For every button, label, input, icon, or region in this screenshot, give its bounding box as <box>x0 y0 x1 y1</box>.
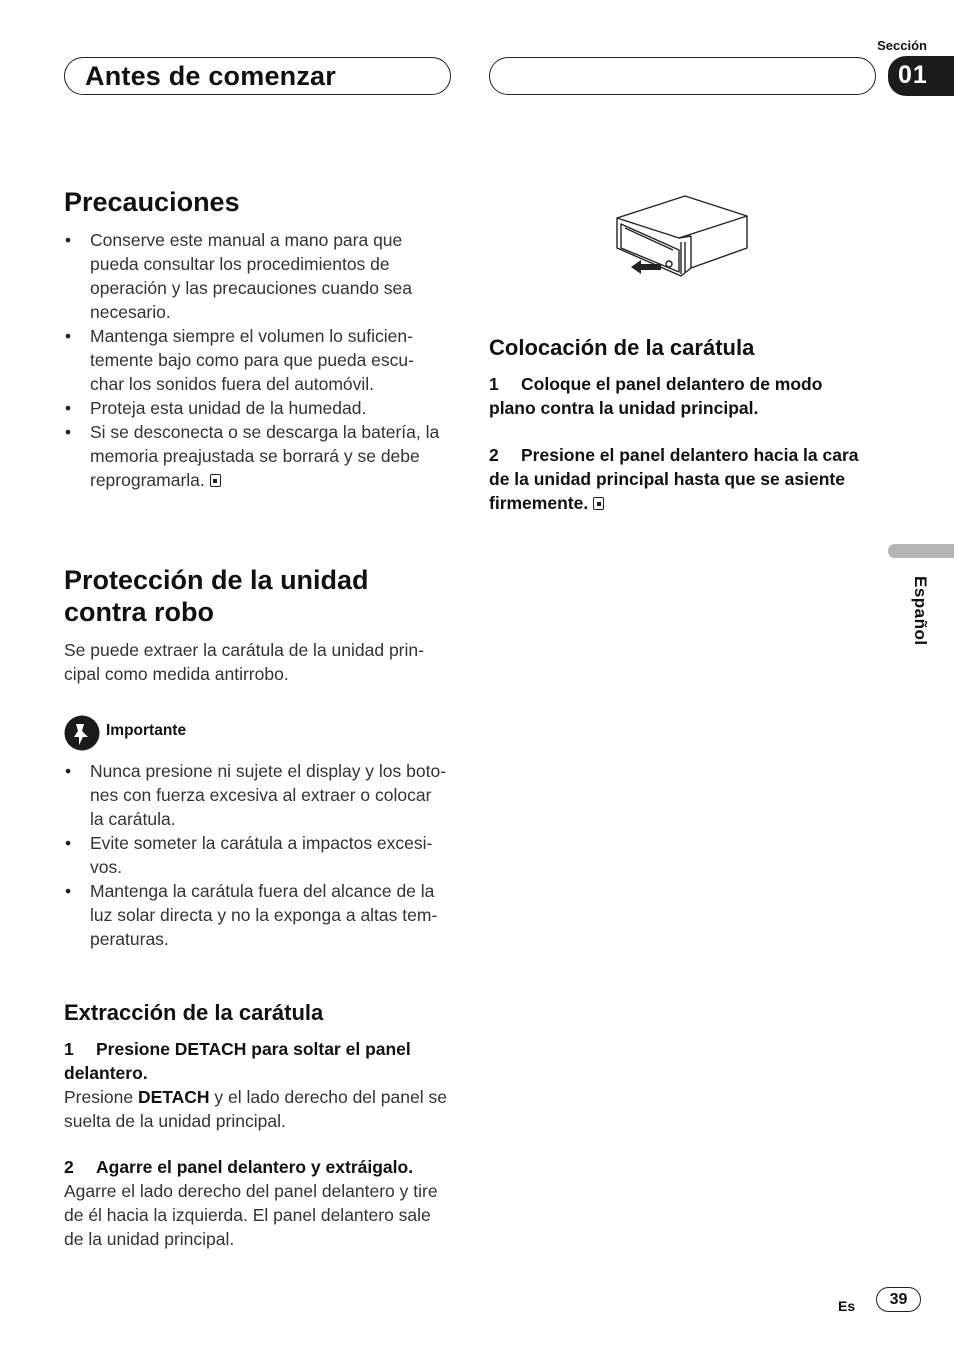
step-number: 2 <box>64 1157 74 1177</box>
chapter-title-pill <box>64 57 451 95</box>
precauciones-list <box>64 228 448 492</box>
right-column <box>489 334 859 515</box>
extraccion-step-1-text <box>64 1085 448 1133</box>
colocacion-step-2-title <box>489 443 859 515</box>
extraccion-step-2-title <box>64 1155 448 1179</box>
proteccion-heading: Protección de la unidad contra robo <box>64 565 369 627</box>
language-code: Es <box>838 1298 856 1314</box>
important-label: Importante <box>106 722 187 739</box>
list-item: • Mantenga la carátula fuera del alcance de la luz solar directa y no la exponga a altas tem- peraturas. <box>64 879 448 951</box>
precauciones-heading: Precauciones <box>64 187 240 217</box>
step-number: 1 <box>489 374 499 394</box>
step-number: 2 <box>489 445 499 465</box>
head-unit-illustration <box>611 192 753 282</box>
important-list <box>64 759 448 951</box>
end-of-section-icon <box>593 497 604 510</box>
end-of-section-icon <box>210 474 221 487</box>
extraccion-step-2-text: Agarre el lado derecho del panel delantero y tire de él hacia la izquierda. El panel delantero sale de la unidad principal. <box>64 1181 438 1249</box>
list-item: • Nunca presione ni sujete el display y los boto- nes con fuerza excesiva al extraer o colocar la carátula. <box>64 759 448 831</box>
language-label: Español <box>911 576 930 646</box>
extraccion-heading: Extracción de la carátula <box>64 1000 324 1025</box>
list-item <box>64 420 448 492</box>
important-note <box>64 715 448 751</box>
left-column <box>64 186 448 1251</box>
important-icon <box>64 715 100 751</box>
step-title-text: Coloque el panel delantero de modo plano contra la unidad principal. <box>489 374 823 418</box>
list-item: • Evite someter la carátula a impactos excesi- vos. <box>64 831 448 879</box>
proteccion-intro: Se puede extraer la carátula de la unidad prin- cipal como medida antirrobo. <box>64 640 424 684</box>
step-number: 1 <box>64 1039 74 1059</box>
detach-key-label: DETACH <box>137 1087 210 1107</box>
section-label: Sección <box>877 38 927 53</box>
section-tab <box>888 56 954 96</box>
section-number: 01 <box>898 61 928 89</box>
list-item-text: Si se desconecta o se descarga la batería, la memoria preajustada se borrará y se debe reprogramarla. <box>90 422 440 490</box>
list-item: • Proteja esta unidad de la humedad. <box>64 396 448 420</box>
extraccion-step-1-title <box>64 1037 448 1085</box>
step-text-post: y el lado derecho del panel se suelta de la unidad principal. <box>64 1087 447 1131</box>
list-item: • Conserve este manual a mano para que pueda consultar los procedimientos de operación y las precauciones cuando sea necesario. <box>64 228 448 324</box>
step-title-text: Agarre el panel delantero y extráigalo. <box>96 1157 414 1177</box>
step-text-pre: Presione <box>64 1087 138 1107</box>
language-tab <box>888 544 954 558</box>
step-title-text: Presione DETACH para soltar el panel delantero. <box>64 1039 411 1083</box>
step-title-text: Presione el panel delantero hacia la cara de la unidad principal hasta que se asiente firmemente. <box>489 445 859 513</box>
list-item: • Mantenga siempre el volumen lo suficien- temente bajo como para que pueda escu- char los sonidos fuera del automóvil. <box>64 324 448 396</box>
page-number: 39 <box>876 1287 921 1312</box>
colocacion-heading: Colocación de la carátula <box>489 335 755 360</box>
header-blank-pill <box>489 57 876 95</box>
colocacion-step-1-title <box>489 372 859 420</box>
chapter-title: Antes de comenzar <box>85 61 336 91</box>
